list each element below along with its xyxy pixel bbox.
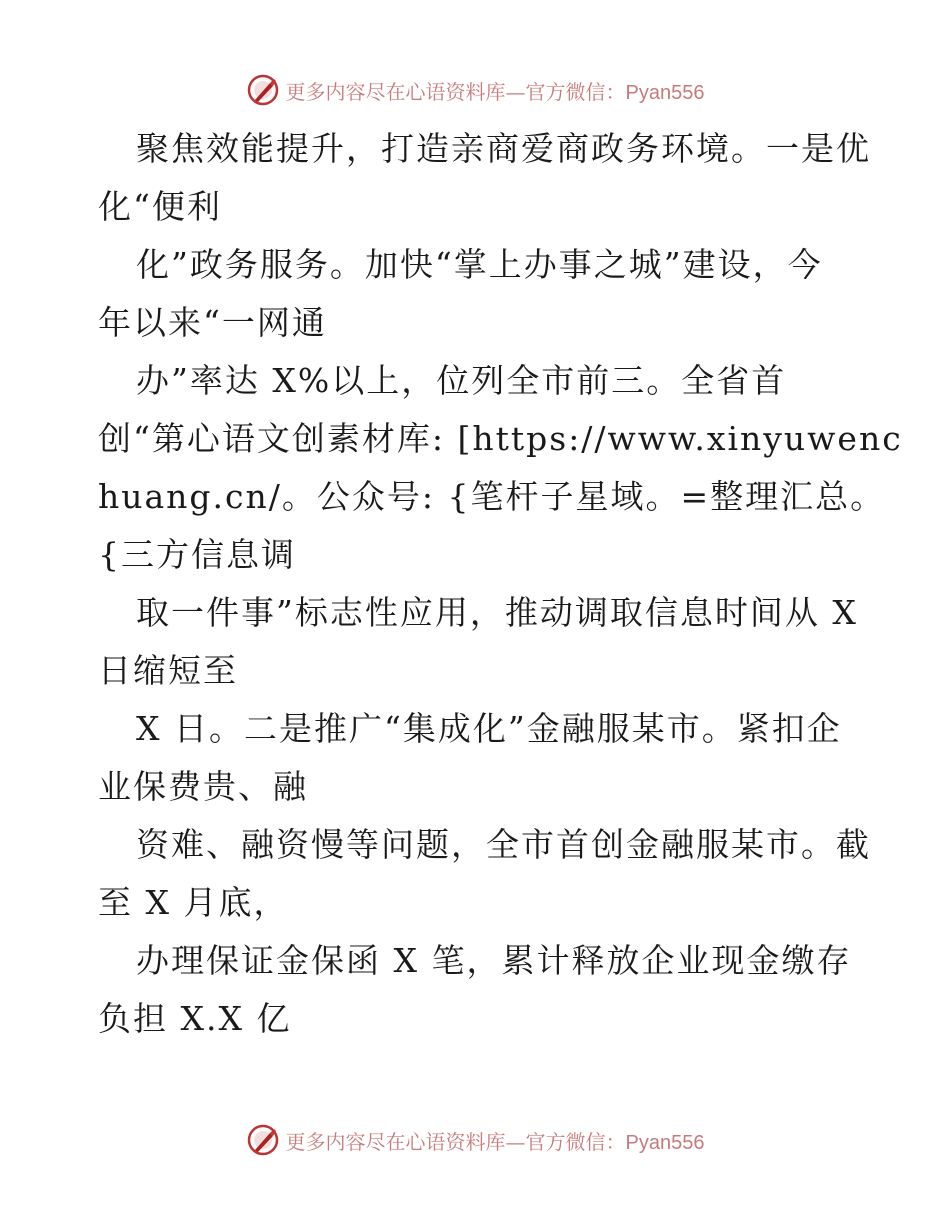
text-line: 办”率达 X%以上，位列全市前三。全省首 [136,361,787,400]
text-line: {三方信息调 [98,535,296,574]
text-line: 业保费贵、融 [98,767,308,806]
text-line: 年以来“一网通 [98,303,327,342]
text-line: 资难、融资慢等问题，全市首创金融服某市。截 [136,825,871,864]
text-line: 负担 X.X 亿 [98,999,292,1038]
text-line: 取一件事”标志性应用，推动调取信息时间从 X [136,593,858,632]
watermark-text: 更多内容尽在心语资料库—官方微信：Pyan556 [285,1129,705,1154]
text-line: 化”政务服务。加快“掌上办事之城”建设，今 [136,245,823,284]
text-line: 创“第心语文创素材库: [https://www.xinyuwenc [98,419,903,458]
text-line: 化“便利 [98,187,222,226]
document-body [98,120,903,1048]
pen-logo-icon [246,1123,280,1157]
pen-logo-icon [246,73,280,107]
text-line: 日缩短至 [98,651,238,690]
footer-watermark [0,1120,950,1160]
header-watermark [0,70,950,110]
text-line: 聚焦效能提升，打造亲商爱商政务环境。一是优 [136,129,871,168]
text-line: 办理保证金保函 X 笔，累计释放企业现金缴存 [136,941,852,980]
text-line: X 日。二是推广“集成化”金融服某市。紧扣企 [136,709,842,748]
text-line: 至 X 月底， [98,883,289,922]
text-line: huang.cn/。公众号: {笔杆子星域。=整理汇总。 [98,477,886,516]
watermark-text: 更多内容尽在心语资料库—官方微信：Pyan556 [285,79,705,104]
